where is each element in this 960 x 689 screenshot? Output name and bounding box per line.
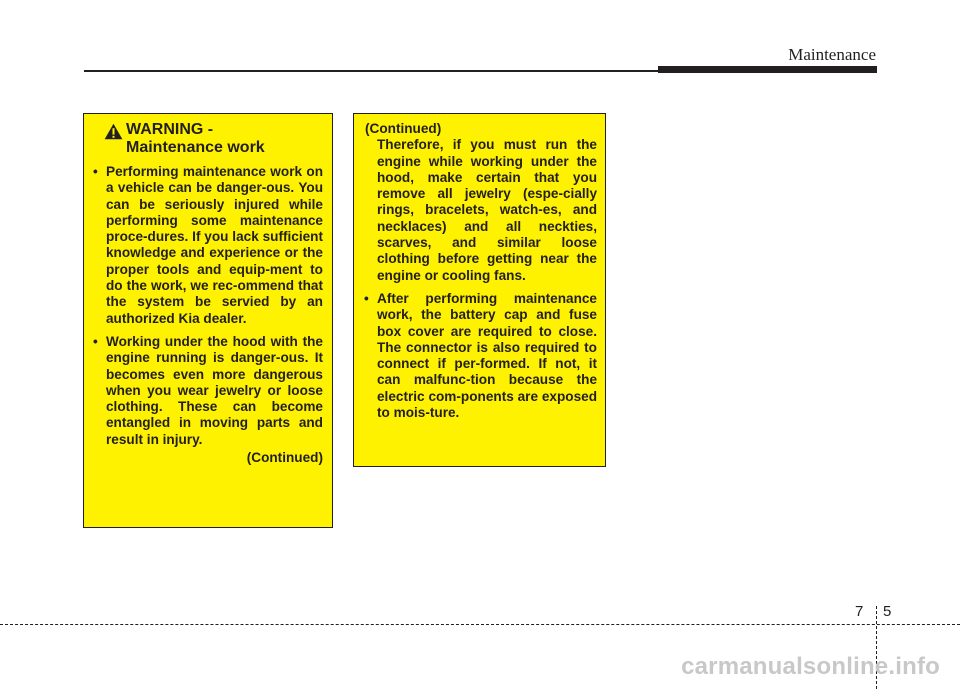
warning-word: WARNING [126,121,204,138]
warning-dash: - [207,121,214,138]
warning-panel [83,113,333,528]
continued-panel [353,113,606,467]
continued-bullets [363,291,597,421]
warning-bullets [92,164,323,448]
header-bar [658,66,877,73]
warning-bullet: • Working under the hood with the engine running is danger-ous. It becomes even more dangerous when you wear jewelry or loose clothing. These can become entangled in moving parts and result in injury. [92,334,323,448]
continued-note: (Continued) [246,450,323,466]
watermark: carmanualsonline.info [681,653,940,680]
continued-paragraph: Therefore, if you must run the engine while working under the hood, make certain that you remove all jewelry (espe-cially rings, bracelets, watch-es, and necklaces) and all neckties, scarves, and similar loose clothing before getting near the engine or cooling fans. [377,137,597,283]
continued-label: (Continued) [365,121,442,136]
footer-dashed-rule [0,624,960,625]
chapter-number: 7 [855,603,864,620]
page-number: 5 [883,603,892,620]
header-rule [84,70,658,72]
warning-subtitle: Maintenance work [126,139,265,156]
warning-title [126,121,323,139]
section-title: Maintenance [788,45,876,64]
warning-header [92,121,323,157]
warning-bullet: • Performing maintenance work on a vehicle can be danger-ous. You can be seriously injured while performing some maintenance proce-dures. If you lack sufficient knowledge and experience or the proper tools and equip-ment to do the work, we rec-ommend that the system be servied by an authorized Kia dealer. [92,164,323,327]
warning-triangle-icon [104,123,123,140]
continued-bullet: • After performing maintenance work, the battery cap and fuse box cover are required to close. The connector is also required to connect if per-formed. If not, it can malfunc-tion because the electric com-ponents are exposed to mois-ture. [363,291,597,421]
